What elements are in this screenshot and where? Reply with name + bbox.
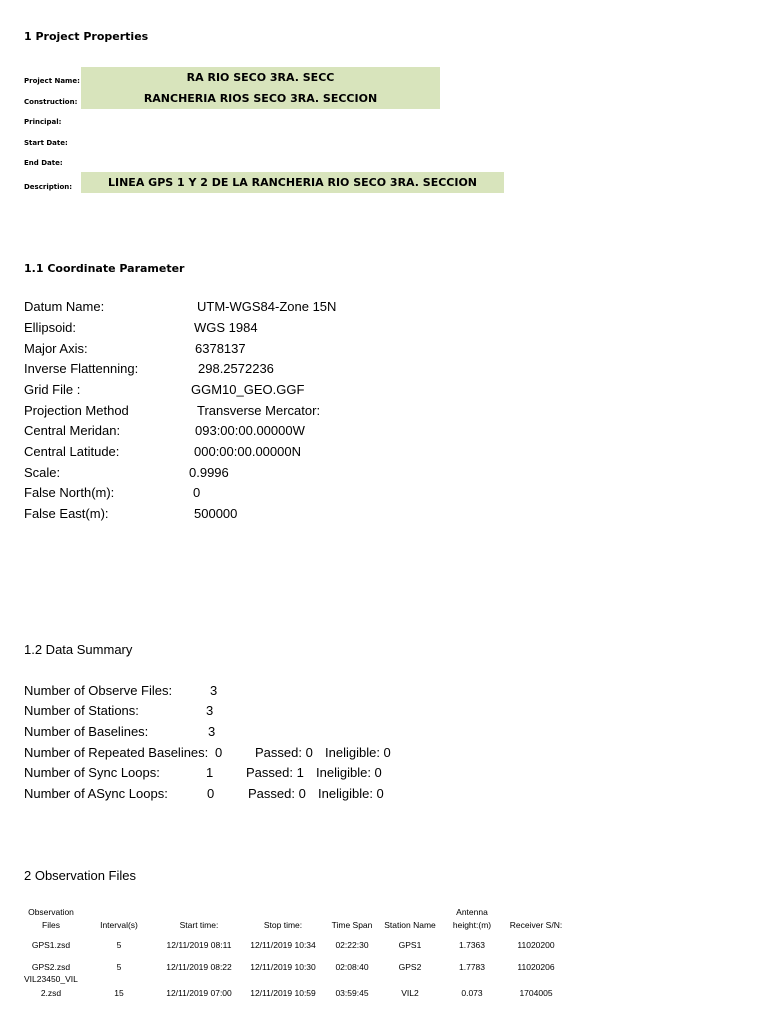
async-loops-value: 0 — [207, 786, 215, 801]
async-loops-passed: Passed: 0 — [248, 786, 306, 801]
major-axis-value: 6378137 — [195, 341, 246, 356]
repeated-baselines-ineligible: Ineligible: 0 — [325, 745, 391, 760]
col-header-interval: Interval(s) — [100, 920, 138, 930]
cell-antenna-height: 1.7363 — [459, 940, 485, 950]
col-header-antenna-height: height:(m) — [452, 920, 492, 930]
project-name-label: Project Name: — [24, 77, 80, 85]
cell-station-name: GPS1 — [398, 940, 422, 950]
col-header-antenna-line1: Antenna — [456, 907, 488, 917]
projection-method-label: Projection Method — [24, 403, 129, 418]
cell-stop-time: 12/11/2019 10:30 — [250, 962, 316, 972]
central-latitude-value: 000:00:00.00000N — [194, 444, 301, 459]
repeated-baselines-passed: Passed: 0 — [255, 745, 313, 760]
baselines-value: 3 — [208, 724, 216, 739]
cell-file: 2.zsd — [40, 988, 62, 998]
projection-method-value: Transverse Mercator: — [197, 403, 321, 418]
construction-value: RANCHERIA RIOS SECO 3RA. SECCION — [81, 88, 440, 109]
ellipsoid-label: Ellipsoid: — [24, 320, 77, 335]
inverse-flattening-value: 298.2572236 — [198, 361, 274, 376]
cell-station-name: GPS2 — [398, 962, 422, 972]
repeated-baselines-value: 0 — [215, 745, 223, 760]
stations-label: Number of Stations: — [24, 703, 139, 718]
cell-interval: 5 — [116, 940, 122, 950]
cell-file: GPS1.zsd — [31, 940, 71, 950]
description-label: Description: — [24, 183, 73, 191]
false-north-value: 0 — [193, 485, 201, 500]
principal-value — [81, 112, 440, 128]
async-loops-ineligible: Ineligible: 0 — [318, 786, 384, 801]
cell-start-time: 12/11/2019 08:22 — [166, 962, 232, 972]
col-header-start-time: Start time: — [179, 920, 219, 930]
cell-station-name: VIL2 — [401, 988, 419, 998]
central-latitude-label: Central Latitude: — [24, 444, 120, 459]
end-date-label: End Date: — [24, 159, 63, 167]
project-properties-heading: 1 Project Properties — [24, 30, 149, 43]
start-date-value — [81, 133, 440, 149]
sync-loops-passed: Passed: 1 — [246, 765, 304, 780]
construction-label: Construction: — [24, 98, 78, 106]
false-north-label: False North(m): — [24, 485, 115, 500]
false-east-value: 500000 — [194, 506, 238, 521]
col-header-time-span: Time Span — [331, 920, 373, 930]
cell-file: GPS2.zsd — [31, 962, 71, 972]
start-date-label: Start Date: — [24, 139, 68, 147]
observe-files-value: 3 — [210, 683, 218, 698]
principal-label: Principal: — [24, 118, 62, 126]
col-header-station-name: Station Name — [384, 920, 436, 930]
cell-interval: 5 — [116, 962, 122, 972]
cell-stop-time: 12/11/2019 10:34 — [250, 940, 316, 950]
coordinate-parameter-heading: 1.1 Coordinate Parameter — [24, 262, 185, 275]
datum-name-label: Datum Name: — [24, 299, 105, 314]
grid-file-value: GGM10_GEO.GGF — [191, 382, 305, 397]
baselines-label: Number of Baselines: — [24, 724, 149, 739]
cell-start-time: 12/11/2019 07:00 — [166, 988, 232, 998]
cell-start-time: 12/11/2019 08:11 — [166, 940, 232, 950]
inverse-flattening-label: Inverse Flattenning: — [24, 361, 139, 376]
cell-receiver-sn: 11020206 — [517, 962, 555, 972]
scale-label: Scale: — [24, 465, 61, 480]
false-east-label: False East(m): — [24, 506, 109, 521]
datum-name-value: UTM-WGS84-Zone 15N — [197, 299, 337, 314]
async-loops-label: Number of ASync Loops: — [24, 786, 168, 801]
sync-loops-label: Number of Sync Loops: — [24, 765, 160, 780]
end-date-value — [81, 153, 440, 169]
col-header-receiver-sn: Receiver S/N: — [509, 920, 563, 930]
grid-file-label: Grid File : — [24, 382, 81, 397]
cell-interval: 15 — [114, 988, 124, 998]
sync-loops-value: 1 — [206, 765, 214, 780]
cell-stop-time: 12/11/2019 10:59 — [250, 988, 316, 998]
cell-antenna-height: 1.7783 — [459, 962, 485, 972]
sync-loops-ineligible: Ineligible: 0 — [316, 765, 382, 780]
cell-file-line1: VIL23450_VIL — [24, 974, 78, 984]
cell-receiver-sn: 1704005 — [519, 988, 553, 998]
col-header-stop-time: Stop time: — [263, 920, 303, 930]
central-meridian-value: 093:00:00.00000W — [195, 423, 305, 438]
cell-time-span: 03:59:45 — [335, 988, 369, 998]
project-name-value: RA RIO SECO 3RA. SECC — [81, 67, 440, 88]
col-header-files: Files — [42, 920, 60, 930]
central-meridian-label: Central Meridan: — [24, 423, 121, 438]
observe-files-label: Number of Observe Files: — [24, 683, 173, 698]
cell-time-span: 02:22:30 — [335, 940, 369, 950]
major-axis-label: Major Axis: — [24, 341, 88, 356]
scale-value: 0.9996 — [189, 465, 229, 480]
cell-receiver-sn: 11020200 — [517, 940, 555, 950]
description-value: LINEA GPS 1 Y 2 DE LA RANCHERIA RIO SECO 3RA. SECCION — [81, 172, 504, 193]
col-header-files-line1: Observation — [28, 907, 74, 917]
cell-antenna-height: 0.073 — [461, 988, 483, 998]
stations-value: 3 — [206, 703, 214, 718]
ellipsoid-value: WGS 1984 — [194, 320, 258, 335]
cell-time-span: 02:08:40 — [335, 962, 369, 972]
data-summary-heading: 1.2 Data Summary — [24, 642, 133, 657]
observation-files-heading: 2 Observation Files — [24, 868, 136, 883]
repeated-baselines-label: Number of Repeated Baselines: — [24, 745, 209, 760]
